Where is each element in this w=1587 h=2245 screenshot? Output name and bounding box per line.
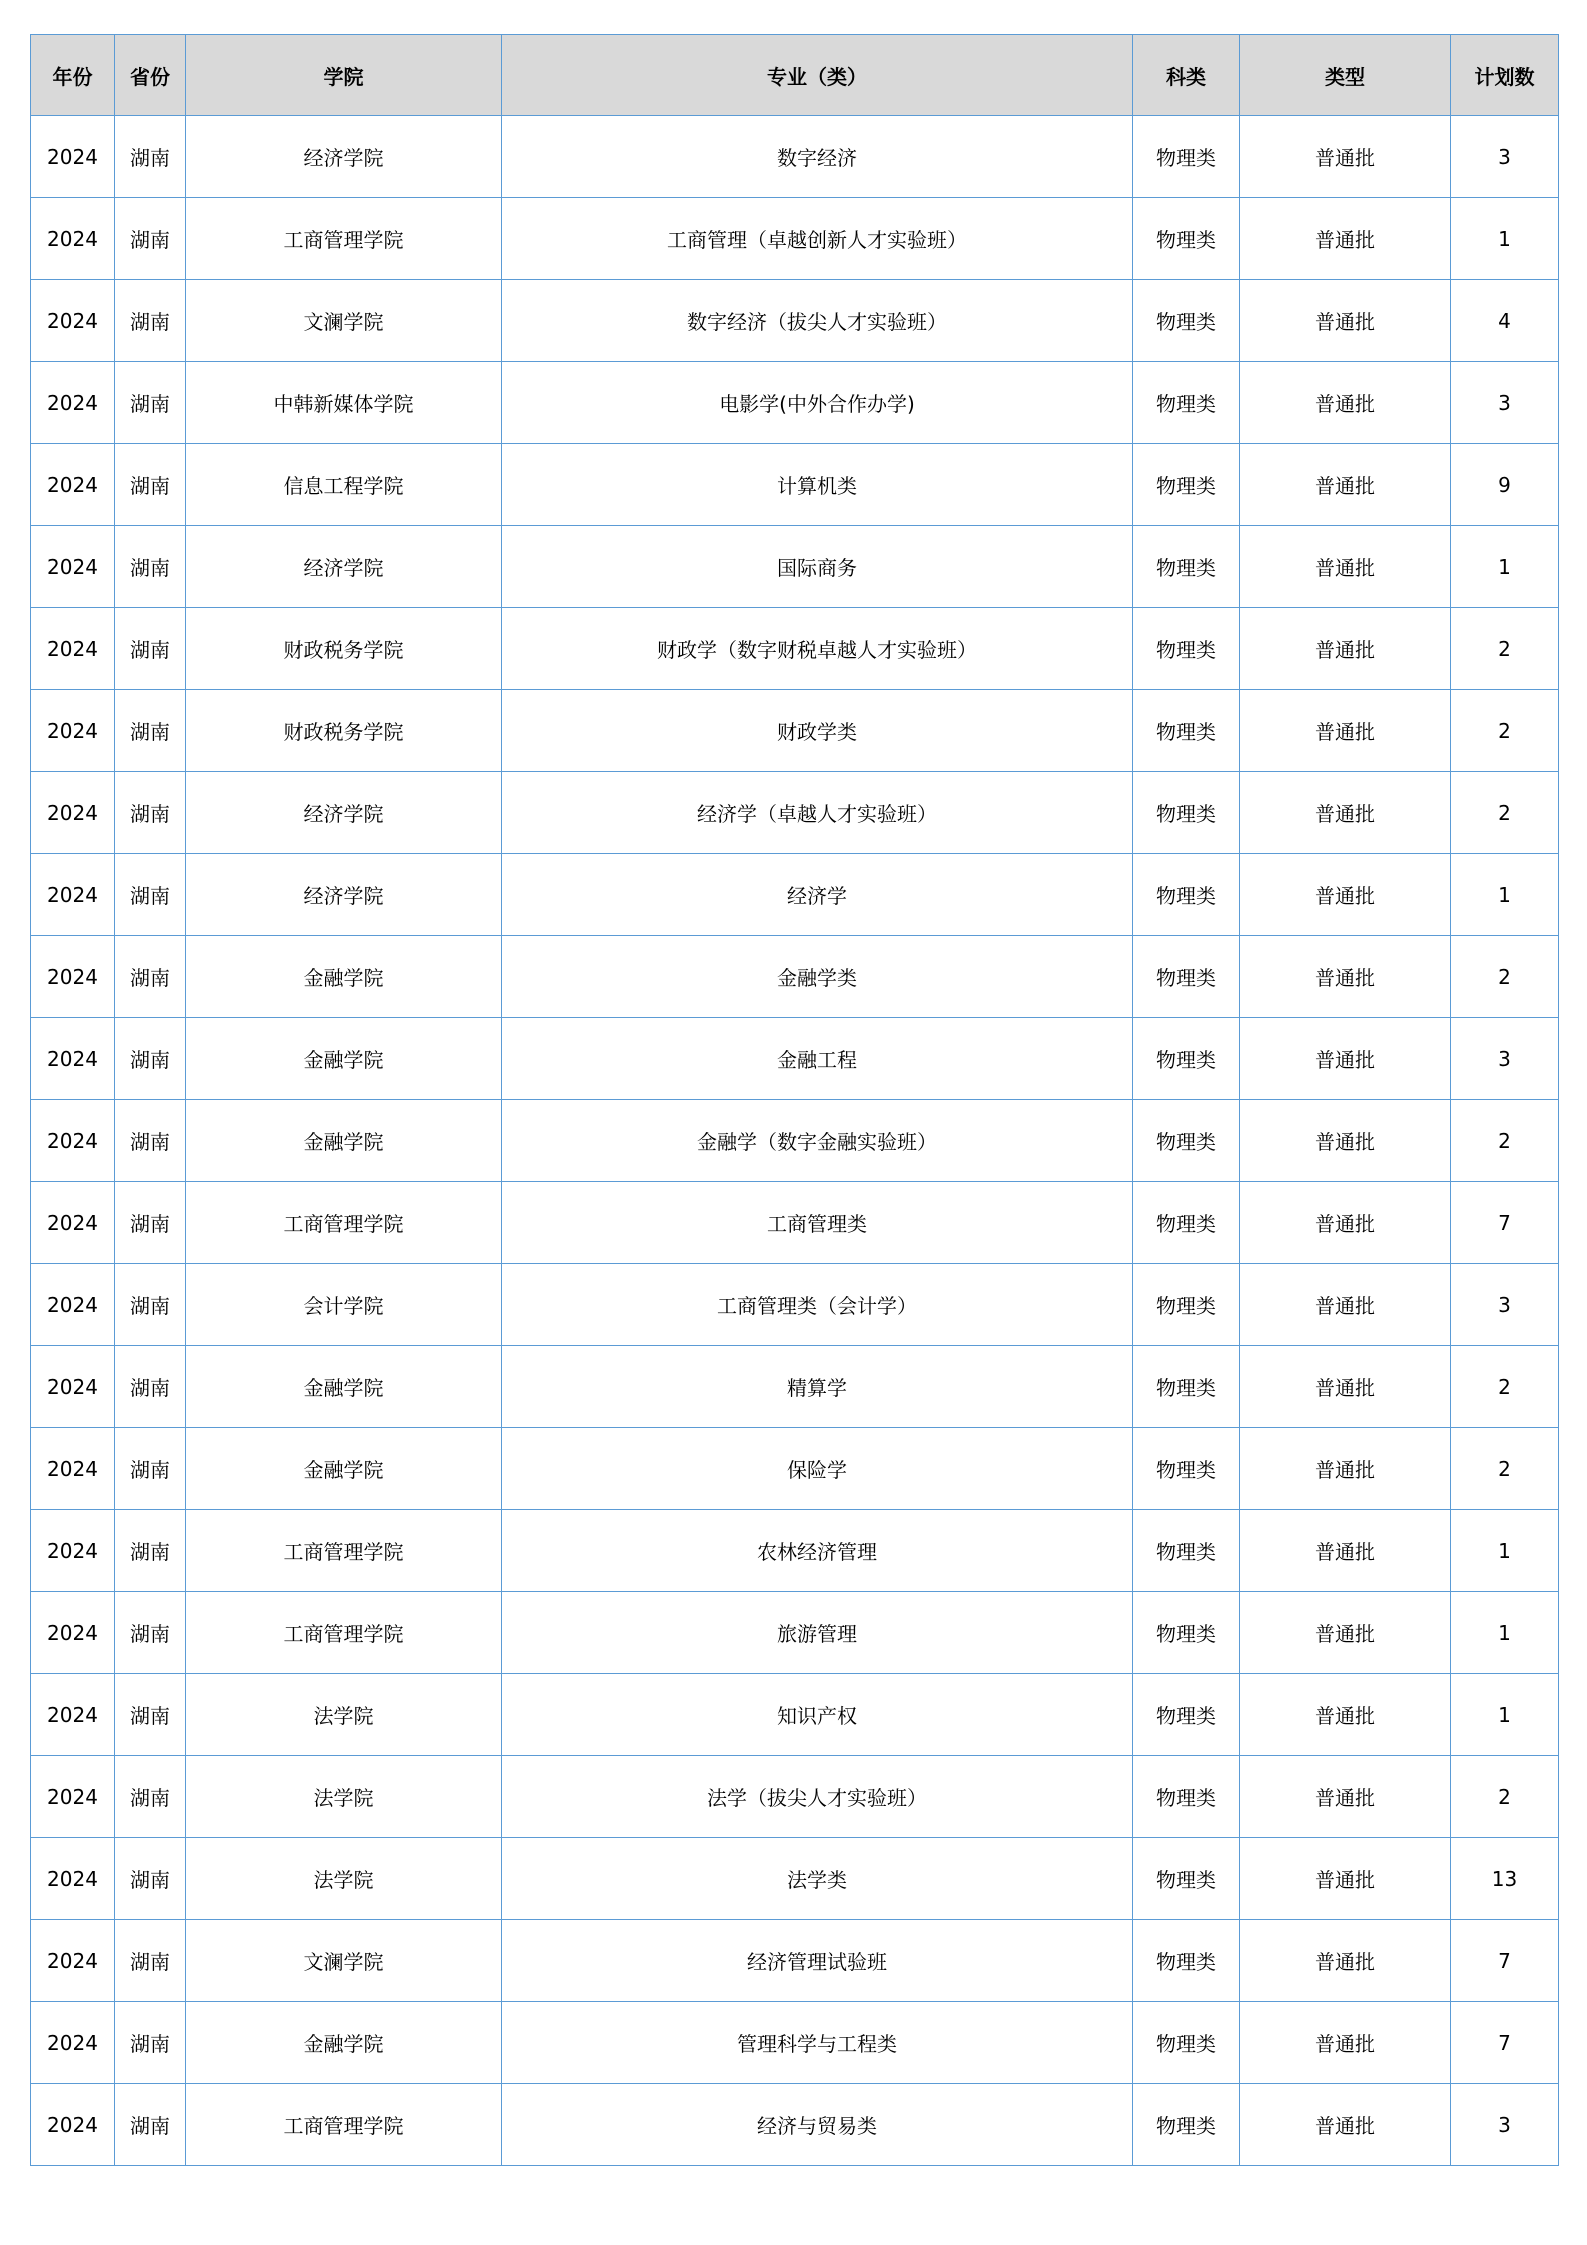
cell-plan-count: 3 [1451, 2084, 1559, 2166]
cell-type: 普通批 [1240, 1346, 1451, 1428]
cell-year: 2024 [31, 1838, 115, 1920]
cell-school: 工商管理学院 [186, 2084, 502, 2166]
cell-province: 湖南 [115, 1510, 186, 1592]
cell-province: 湖南 [115, 690, 186, 772]
cell-year: 2024 [31, 1428, 115, 1510]
header-province: 省份 [115, 35, 186, 116]
header-subject: 科类 [1133, 35, 1240, 116]
cell-plan-count: 4 [1451, 280, 1559, 362]
table-row [31, 444, 1559, 526]
cell-subject: 物理类 [1133, 1838, 1240, 1920]
cell-type: 普通批 [1240, 1838, 1451, 1920]
table-row [31, 2002, 1559, 2084]
cell-plan-count: 3 [1451, 116, 1559, 198]
cell-year: 2024 [31, 362, 115, 444]
cell-school: 法学院 [186, 1838, 502, 1920]
cell-major: 旅游管理 [502, 1592, 1133, 1674]
cell-plan-count: 2 [1451, 936, 1559, 1018]
cell-subject: 物理类 [1133, 2002, 1240, 2084]
cell-plan-count: 2 [1451, 1756, 1559, 1838]
header-plan-count: 计划数 [1451, 35, 1559, 116]
table-row [31, 526, 1559, 608]
table-body [31, 116, 1559, 2166]
cell-major: 财政学类 [502, 690, 1133, 772]
cell-subject: 物理类 [1133, 690, 1240, 772]
cell-subject: 物理类 [1133, 936, 1240, 1018]
cell-province: 湖南 [115, 772, 186, 854]
cell-major: 计算机类 [502, 444, 1133, 526]
cell-major: 金融工程 [502, 1018, 1133, 1100]
cell-major: 经济学 [502, 854, 1133, 936]
cell-type: 普通批 [1240, 936, 1451, 1018]
cell-year: 2024 [31, 854, 115, 936]
cell-province: 湖南 [115, 2002, 186, 2084]
cell-plan-count: 3 [1451, 362, 1559, 444]
cell-type: 普通批 [1240, 1510, 1451, 1592]
cell-subject: 物理类 [1133, 198, 1240, 280]
cell-major: 法学类 [502, 1838, 1133, 1920]
cell-school: 经济学院 [186, 772, 502, 854]
cell-type: 普通批 [1240, 1264, 1451, 1346]
cell-major: 法学（拔尖人才实验班） [502, 1756, 1133, 1838]
cell-province: 湖南 [115, 1182, 186, 1264]
cell-province: 湖南 [115, 280, 186, 362]
cell-school: 中韩新媒体学院 [186, 362, 502, 444]
table-row [31, 1592, 1559, 1674]
cell-province: 湖南 [115, 608, 186, 690]
cell-plan-count: 13 [1451, 1838, 1559, 1920]
cell-subject: 物理类 [1133, 608, 1240, 690]
cell-province: 湖南 [115, 1592, 186, 1674]
cell-type: 普通批 [1240, 2002, 1451, 2084]
cell-school: 金融学院 [186, 2002, 502, 2084]
cell-province: 湖南 [115, 198, 186, 280]
cell-province: 湖南 [115, 936, 186, 1018]
cell-type: 普通批 [1240, 362, 1451, 444]
cell-year: 2024 [31, 1756, 115, 1838]
table-row [31, 1346, 1559, 1428]
cell-plan-count: 7 [1451, 1920, 1559, 2002]
cell-year: 2024 [31, 936, 115, 1018]
cell-major: 工商管理类（会计学） [502, 1264, 1133, 1346]
cell-year: 2024 [31, 690, 115, 772]
cell-province: 湖南 [115, 1920, 186, 2002]
cell-school: 文澜学院 [186, 1920, 502, 2002]
cell-type: 普通批 [1240, 772, 1451, 854]
cell-major: 数字经济 [502, 116, 1133, 198]
cell-school: 工商管理学院 [186, 198, 502, 280]
cell-plan-count: 3 [1451, 1264, 1559, 1346]
cell-province: 湖南 [115, 1756, 186, 1838]
cell-type: 普通批 [1240, 1018, 1451, 1100]
cell-year: 2024 [31, 280, 115, 362]
cell-major: 金融学类 [502, 936, 1133, 1018]
cell-type: 普通批 [1240, 2084, 1451, 2166]
cell-school: 经济学院 [186, 854, 502, 936]
cell-subject: 物理类 [1133, 1182, 1240, 1264]
cell-plan-count: 3 [1451, 1018, 1559, 1100]
cell-plan-count: 1 [1451, 1592, 1559, 1674]
cell-school: 经济学院 [186, 526, 502, 608]
cell-major: 电影学(中外合作办学) [502, 362, 1133, 444]
cell-major: 经济学（卓越人才实验班） [502, 772, 1133, 854]
cell-year: 2024 [31, 1346, 115, 1428]
cell-year: 2024 [31, 1920, 115, 2002]
cell-school: 财政税务学院 [186, 608, 502, 690]
cell-type: 普通批 [1240, 1674, 1451, 1756]
table-row [31, 772, 1559, 854]
cell-type: 普通批 [1240, 1428, 1451, 1510]
cell-year: 2024 [31, 198, 115, 280]
cell-province: 湖南 [115, 1346, 186, 1428]
cell-subject: 物理类 [1133, 854, 1240, 936]
cell-subject: 物理类 [1133, 1018, 1240, 1100]
cell-major: 保险学 [502, 1428, 1133, 1510]
table-row [31, 1018, 1559, 1100]
table-row [31, 362, 1559, 444]
table-row [31, 1756, 1559, 1838]
cell-school: 工商管理学院 [186, 1592, 502, 1674]
cell-year: 2024 [31, 1674, 115, 1756]
cell-school: 工商管理学院 [186, 1182, 502, 1264]
cell-type: 普通批 [1240, 1592, 1451, 1674]
cell-plan-count: 1 [1451, 854, 1559, 936]
cell-plan-count: 2 [1451, 1100, 1559, 1182]
cell-school: 金融学院 [186, 1018, 502, 1100]
table-row [31, 936, 1559, 1018]
cell-subject: 物理类 [1133, 1920, 1240, 2002]
table-row [31, 1510, 1559, 1592]
cell-province: 湖南 [115, 444, 186, 526]
cell-major: 农林经济管理 [502, 1510, 1133, 1592]
cell-major: 数字经济（拔尖人才实验班） [502, 280, 1133, 362]
cell-plan-count: 7 [1451, 1182, 1559, 1264]
cell-plan-count: 1 [1451, 198, 1559, 280]
cell-subject: 物理类 [1133, 1264, 1240, 1346]
cell-year: 2024 [31, 772, 115, 854]
cell-year: 2024 [31, 444, 115, 526]
cell-major: 经济与贸易类 [502, 2084, 1133, 2166]
cell-subject: 物理类 [1133, 1100, 1240, 1182]
cell-year: 2024 [31, 116, 115, 198]
cell-major: 国际商务 [502, 526, 1133, 608]
cell-year: 2024 [31, 1264, 115, 1346]
cell-type: 普通批 [1240, 1182, 1451, 1264]
cell-type: 普通批 [1240, 1920, 1451, 2002]
cell-plan-count: 2 [1451, 690, 1559, 772]
cell-province: 湖南 [115, 1838, 186, 1920]
cell-school: 金融学院 [186, 1100, 502, 1182]
cell-school: 会计学院 [186, 1264, 502, 1346]
table-row [31, 198, 1559, 280]
cell-province: 湖南 [115, 526, 186, 608]
cell-school: 文澜学院 [186, 280, 502, 362]
cell-major: 知识产权 [502, 1674, 1133, 1756]
cell-type: 普通批 [1240, 1756, 1451, 1838]
cell-major: 金融学（数字金融实验班） [502, 1100, 1133, 1182]
cell-major: 精算学 [502, 1346, 1133, 1428]
cell-province: 湖南 [115, 362, 186, 444]
table-row [31, 1264, 1559, 1346]
cell-year: 2024 [31, 1018, 115, 1100]
cell-plan-count: 7 [1451, 2002, 1559, 2084]
cell-subject: 物理类 [1133, 1346, 1240, 1428]
cell-plan-count: 1 [1451, 1674, 1559, 1756]
cell-plan-count: 1 [1451, 1510, 1559, 1592]
cell-major: 工商管理（卓越创新人才实验班） [502, 198, 1133, 280]
enrollment-plan-table [30, 34, 1559, 2166]
cell-school: 财政税务学院 [186, 690, 502, 772]
cell-plan-count: 2 [1451, 608, 1559, 690]
cell-type: 普通批 [1240, 608, 1451, 690]
table-row [31, 690, 1559, 772]
table-row [31, 854, 1559, 936]
cell-subject: 物理类 [1133, 1510, 1240, 1592]
cell-school: 经济学院 [186, 116, 502, 198]
cell-year: 2024 [31, 1592, 115, 1674]
table-row [31, 2084, 1559, 2166]
cell-major: 财政学（数字财税卓越人才实验班） [502, 608, 1133, 690]
cell-school: 法学院 [186, 1756, 502, 1838]
cell-subject: 物理类 [1133, 116, 1240, 198]
cell-type: 普通批 [1240, 690, 1451, 772]
cell-school: 工商管理学院 [186, 1510, 502, 1592]
cell-year: 2024 [31, 2002, 115, 2084]
cell-subject: 物理类 [1133, 1592, 1240, 1674]
header-major: 专业（类） [502, 35, 1133, 116]
header-type: 类型 [1240, 35, 1451, 116]
header-school: 学院 [186, 35, 502, 116]
cell-school: 法学院 [186, 1674, 502, 1756]
table-row [31, 1428, 1559, 1510]
cell-subject: 物理类 [1133, 1428, 1240, 1510]
cell-subject: 物理类 [1133, 362, 1240, 444]
cell-subject: 物理类 [1133, 444, 1240, 526]
table-row [31, 608, 1559, 690]
cell-year: 2024 [31, 526, 115, 608]
table-row [31, 1920, 1559, 2002]
cell-year: 2024 [31, 1182, 115, 1264]
cell-year: 2024 [31, 1510, 115, 1592]
cell-subject: 物理类 [1133, 1756, 1240, 1838]
table-row [31, 116, 1559, 198]
cell-type: 普通批 [1240, 854, 1451, 936]
table-row [31, 1100, 1559, 1182]
cell-plan-count: 2 [1451, 1428, 1559, 1510]
cell-school: 金融学院 [186, 936, 502, 1018]
cell-province: 湖南 [115, 854, 186, 936]
cell-province: 湖南 [115, 1264, 186, 1346]
enrollment-plan-page [30, 34, 1558, 2166]
cell-school: 金融学院 [186, 1346, 502, 1428]
cell-plan-count: 2 [1451, 1346, 1559, 1428]
table-row [31, 1674, 1559, 1756]
cell-province: 湖南 [115, 1428, 186, 1510]
cell-school: 信息工程学院 [186, 444, 502, 526]
cell-subject: 物理类 [1133, 526, 1240, 608]
cell-plan-count: 9 [1451, 444, 1559, 526]
cell-type: 普通批 [1240, 198, 1451, 280]
table-row [31, 1182, 1559, 1264]
cell-major: 管理科学与工程类 [502, 2002, 1133, 2084]
cell-subject: 物理类 [1133, 280, 1240, 362]
cell-major: 经济管理试验班 [502, 1920, 1133, 2002]
cell-type: 普通批 [1240, 526, 1451, 608]
cell-year: 2024 [31, 2084, 115, 2166]
header-year: 年份 [31, 35, 115, 116]
cell-subject: 物理类 [1133, 2084, 1240, 2166]
cell-year: 2024 [31, 1100, 115, 1182]
cell-province: 湖南 [115, 2084, 186, 2166]
cell-type: 普通批 [1240, 116, 1451, 198]
cell-type: 普通批 [1240, 444, 1451, 526]
cell-major: 工商管理类 [502, 1182, 1133, 1264]
cell-province: 湖南 [115, 1018, 186, 1100]
cell-province: 湖南 [115, 1100, 186, 1182]
table-row [31, 1838, 1559, 1920]
cell-province: 湖南 [115, 116, 186, 198]
cell-type: 普通批 [1240, 280, 1451, 362]
cell-subject: 物理类 [1133, 772, 1240, 854]
cell-type: 普通批 [1240, 1100, 1451, 1182]
cell-subject: 物理类 [1133, 1674, 1240, 1756]
table-header-row [31, 35, 1559, 116]
cell-school: 金融学院 [186, 1428, 502, 1510]
table-row [31, 280, 1559, 362]
cell-year: 2024 [31, 608, 115, 690]
cell-province: 湖南 [115, 1674, 186, 1756]
cell-plan-count: 2 [1451, 772, 1559, 854]
cell-plan-count: 1 [1451, 526, 1559, 608]
